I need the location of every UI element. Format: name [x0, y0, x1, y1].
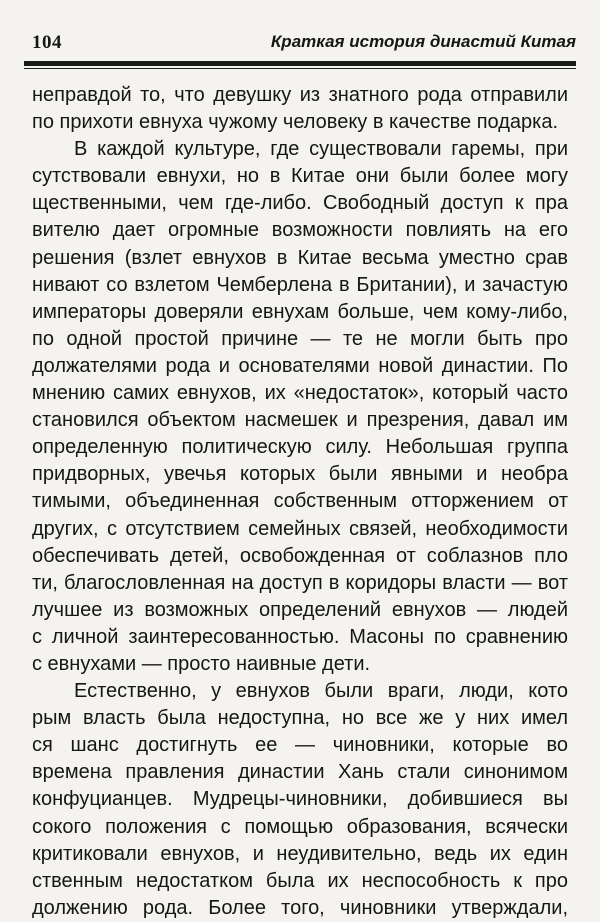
text-line: становился объектом насмешек и презрения, давал им [32, 409, 568, 432]
running-title: Краткая история династий Китая [270, 32, 576, 51]
paragraph [32, 678, 568, 922]
text-line: решения (взлет евнухов в Китае весьма уместно срав [32, 246, 568, 269]
text-line: ся шанс достигнуть ее — чиновники, которые во [32, 734, 568, 757]
body-text [32, 82, 568, 922]
text-line: нивают со взлетом Чемберлена в Британии), и зачастую [32, 273, 568, 296]
text-line: по прихоти евнуха чужому человеку в качестве подарка. [32, 111, 558, 134]
text-line: вителю дает огромные возможности повлиять на его [32, 219, 568, 242]
text-line: с личной заинтересованностью. Масоны по сравнению [32, 625, 568, 648]
text-line: рым власть была недоступна, но все же у них имел [32, 707, 568, 730]
text-line: Естественно, у евнухов были враги, люди, кото [74, 680, 568, 703]
text-line: щественными, чем где-либо. Свободный доступ к пра [32, 192, 568, 215]
text-line: неправдой то, что девушку из знатного рода отправили [32, 84, 568, 106]
text-line: других, с отсутствием семейных связей, необходимости [32, 517, 568, 540]
text-line: критиковали евнухов, и неудивительно, ведь их един [32, 842, 568, 865]
text-line: конфуцианцев. Мудрецы-чиновники, добившиеся вы [32, 788, 568, 811]
text-line: сокого положения с помощью образования, всячески [32, 815, 568, 838]
header-rule-thick [24, 61, 576, 66]
text-line: сутствовали евнухи, но в Китае они были более могу [32, 165, 568, 188]
text-line: должателями рода и основателями новой династии. По [32, 354, 568, 377]
text-line: В каждой культуре, где существовали гаремы, при [74, 138, 568, 161]
text-line: лучшее из возможных определений евнухов — людей [32, 598, 568, 621]
text-line: ственным недостатком была их неспособность к про [32, 869, 568, 892]
text-line: определенную политическую силу. Небольшая группа [32, 436, 568, 459]
paragraph [32, 136, 568, 678]
text-line: императоры доверяли евнухам больше, чем кому-либо, [32, 300, 568, 323]
text-line: мнению самих евнухов, их «недостаток», который часто [32, 382, 568, 405]
text-line: по одной простой причине — те не могли быть про [32, 327, 568, 350]
text-line: с евнухами — просто наивные дети. [32, 652, 371, 675]
header-rule-thin [24, 68, 576, 69]
text-line: должению рода. Более того, чиновники утверждали, [32, 896, 568, 919]
text-line: обеспечивать детей, освобожденная от соблазнов пло [32, 544, 568, 567]
text-line: тимыми, объединенная собственным отторжением от [32, 490, 568, 513]
text-line: придворных, увечья которых были явными и необра [32, 463, 568, 486]
page-number: 104 [32, 32, 62, 53]
page-header [24, 26, 576, 56]
text-line: времена правления династии Хань стали синонимом [32, 761, 568, 784]
text-line: ти, благословленная на доступ в коридоры власти — вот [32, 571, 568, 594]
paragraph [32, 82, 568, 136]
